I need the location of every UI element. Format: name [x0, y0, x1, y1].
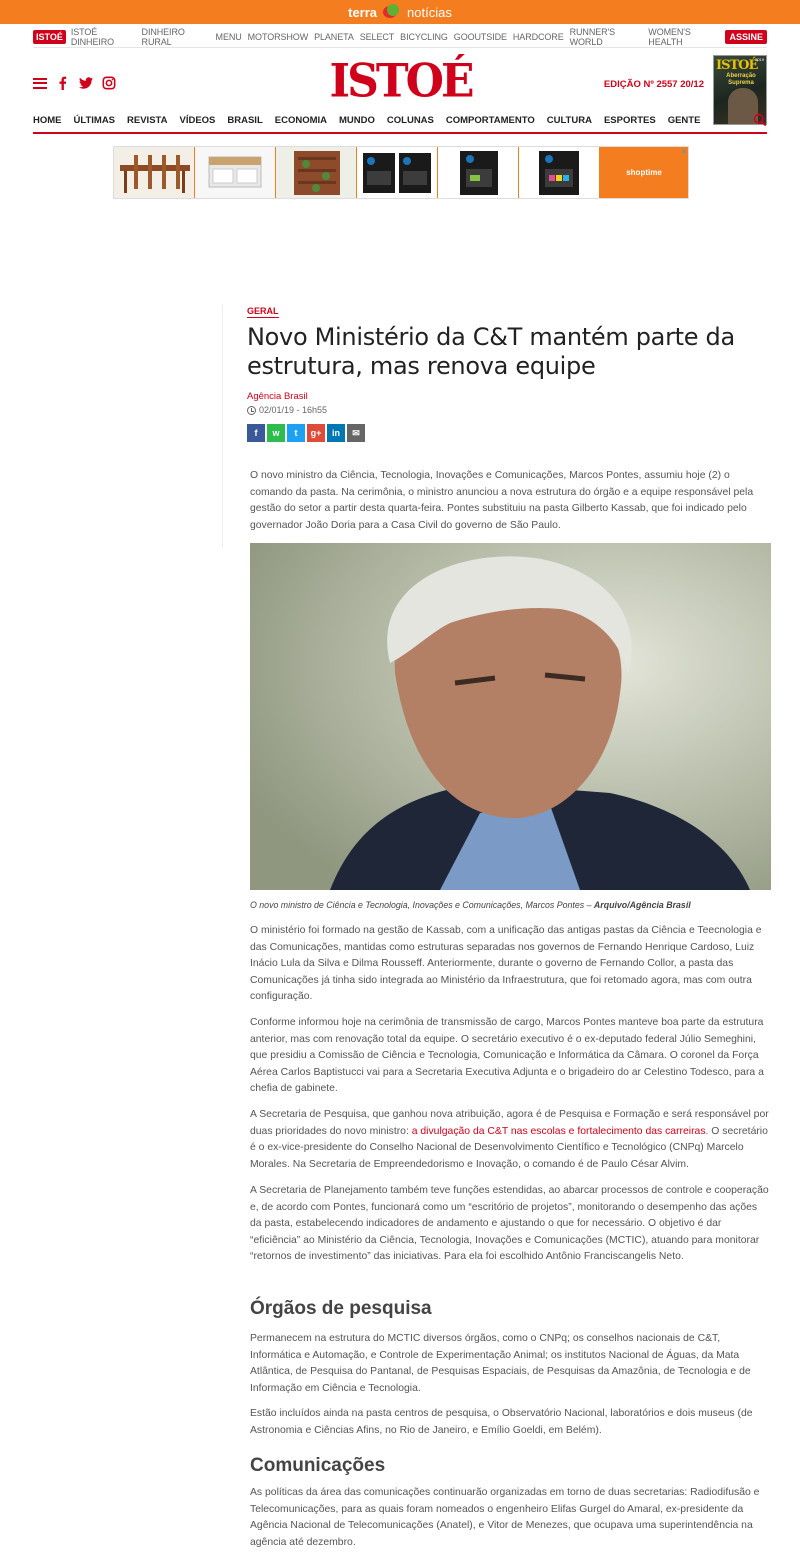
article-paragraph: As políticas da área das comunicações continuarão organizadas em torno de duas secretarias: Radiodifusão e Telecomunicações, para as quais foram nomeados o engenheiro Elifas Gurgel do Amaral, ex-presidente da Agência Nacional de Telecomunicações (Anatel), e Vitor de Menezes, que ocupava uma superintendência na agência até dezembro.: [250, 1487, 760, 1548]
article-paragraph: Permanecem na estrutura do MCTIC diversos órgãos, como o CNPq; os conselhos nacionais de C&T, Informática e Automação, e Controle de Experimentação Animal; os institutos Nacional de Águas, da Mata Atlântica, de Pesquisa do Pantanal, de Pesquisas Espaciais, de Pesquisas da Amazônia, de Tecnologia e de Informação em Ciência e Tecnologia.: [250, 1333, 751, 1394]
istoe-network-badge[interactable]: ISTOÉ: [33, 30, 66, 44]
ad-banner[interactable]: [113, 146, 689, 199]
share-bar: [247, 424, 365, 442]
caption-text: O novo ministro de Ciência e Tecnologia, Inovações e Comunicações, Marcos Pontes –: [250, 900, 594, 910]
nav-item-videos[interactable]: VÍDEOS: [179, 114, 216, 126]
shoptime-logo: shoptime: [626, 168, 662, 177]
ad-product-cartridge-color[interactable]: [519, 147, 600, 198]
share-email-button[interactable]: ✉: [347, 424, 365, 442]
ad-product-cabinet[interactable]: [195, 147, 276, 198]
article-paragraph: A Secretaria de Planejamento também teve funções estendidas, ao abarcar processos de controle e cooperação e, de acordo com Pontes, funcionará como um “escritório de projetos”, monitorando o desempenho das ações da pasta, estabelecendo indicadores de andamento e ajustando o que for necessário. O objetivo é dar “eficiência” ao Ministério da Ciência, Tecnologia, Inovações e Comunicações (MCTIC), atuando para monitorar “retornos de investimento” das iniciativas. Para ela foi escolhido Antônio Franciscangelis Neto.: [250, 1185, 769, 1263]
cover-subtitle: Aberração Suprema: [726, 73, 756, 86]
caption-credit: Arquivo/Agência Brasil: [593, 900, 691, 910]
terra-logo-icon: [383, 4, 401, 20]
photo-caption: [250, 900, 691, 910]
article-author[interactable]: Agência Brasil: [247, 391, 308, 402]
terra-brand[interactable]: terra: [348, 4, 378, 20]
terra-section[interactable]: notícias: [407, 4, 452, 20]
nav-item-comportamento[interactable]: COMPORTAMENTO: [445, 114, 535, 126]
ad-shoptime-button[interactable]: [600, 147, 688, 198]
network-link[interactable]: DINHEIRO RURAL: [141, 27, 185, 47]
network-link[interactable]: RUNNER'S WORLD: [569, 27, 616, 47]
paragraph-text: . O secretário é o ex-vice-presidente do Conselho Nacional de Desenvolvimento Científico e Tecnológico (CNPq) Marcelo Morales. Na Secretaria de Empreendedorismo e Inovação, o comando é de Paulo César Alvim.: [250, 1125, 768, 1170]
article-paragraph: O ministério foi formado na gestão de Kassab, com a unificação das antigas pastas da Ciência e Teecnologia e das Comunicações, mantidas como estruturas separadas nos governos de Fernando Henrique Cardoso, Luiz Inácio Lula da Silva e Dilma Rousseff. Anteriormente, durante o governo de Fernando Collor, a pasta das Comunicações já tinha sido integrada ao Ministério da Infraestrutura, que foi retomado agora, mas com outra configuração.: [250, 925, 762, 1003]
instagram-icon[interactable]: [102, 76, 116, 90]
share-whatsapp-button[interactable]: w: [267, 424, 285, 442]
section-heading: Órgãos de pesquisa: [250, 1298, 432, 1319]
ad-product-shelf[interactable]: [276, 147, 357, 198]
main-nav: [33, 112, 767, 128]
terra-top-bar[interactable]: [0, 0, 800, 24]
related-link[interactable]: a divulgação da C&T nas escolas e fortalecimento das carreiras: [411, 1125, 706, 1137]
share-twitter-button[interactable]: t: [287, 424, 305, 442]
network-link[interactable]: ISTOÉ DINHEIRO: [70, 27, 115, 47]
network-link[interactable]: PLANETA: [314, 32, 354, 42]
nav-underline: [33, 132, 767, 134]
clock-icon: [247, 406, 256, 415]
nav-item-home[interactable]: HOME: [33, 114, 62, 126]
ad-product-cartridge[interactable]: [357, 147, 438, 198]
network-link[interactable]: GOOUTSIDE: [453, 32, 507, 42]
twitter-icon[interactable]: [79, 76, 93, 90]
paragraph-text: A Secretaria de Pesquisa, que ganhou nova atribuição, agora é de Pesquisa e Formação e será responsável por duas prioridades do novo ministro:: [250, 1109, 769, 1137]
nav-item-mundo[interactable]: MUNDO: [339, 114, 375, 126]
cover-year: 2019: [755, 57, 764, 62]
article-lead: O novo ministro da Ciência, Tecnologia, Inovações e Comunicações, Marcos Pontes, assumiu hoje (2) o comando da pasta. Na cerimônia, o ministro anunciou a nova estrutura do órgão e a equipe responsável pela gestão do setor a partir desta quarta-feira. Pontes substituiu na pasta Gilberto Kassab, que foi indicado pelo governador João Doria para a Casa Civil do governo de São Paulo.: [250, 470, 754, 531]
nav-item-economia[interactable]: ECONOMIA: [274, 114, 328, 126]
network-nav: [33, 28, 767, 46]
network-link[interactable]: WOMEN'S HEALTH: [648, 27, 691, 47]
network-divider: [33, 47, 767, 48]
network-link[interactable]: MENU: [215, 32, 242, 42]
article-date: [247, 405, 327, 415]
menu-icon[interactable]: [33, 78, 47, 89]
social-links: [33, 76, 116, 90]
category-tag[interactable]: GERAL: [247, 306, 279, 316]
article-paragraph: [250, 1107, 770, 1173]
site-logo[interactable]: ISTOÉ: [329, 54, 472, 109]
article-photo: [250, 543, 771, 890]
share-linkedin-button[interactable]: in: [327, 424, 345, 442]
article-title: Novo Ministério da C&T mantém parte da estrutura, mas renova equipe: [247, 323, 735, 380]
date-text: 02/01/19 - 16h55: [259, 405, 328, 415]
ad-close-icon[interactable]: ✕: [681, 149, 687, 156]
facebook-icon[interactable]: [56, 76, 70, 90]
share-googleplus-button[interactable]: g+: [307, 424, 325, 442]
cover-title: ISTOÉ: [716, 58, 758, 73]
network-link[interactable]: SELECT: [359, 32, 395, 42]
edition-label[interactable]: EDIÇÃO Nº 2557 20/12: [603, 79, 704, 90]
network-link[interactable]: BICYCLING: [400, 32, 448, 42]
share-facebook-button[interactable]: f: [247, 424, 265, 442]
nav-item-esportes[interactable]: ESPORTES: [603, 114, 656, 126]
nav-item-colunas[interactable]: COLUNAS: [386, 114, 434, 126]
ad-product-table[interactable]: [114, 147, 195, 198]
nav-item-ultimas[interactable]: ÚLTIMAS: [73, 114, 116, 126]
subscribe-button[interactable]: ASSINE: [725, 30, 767, 44]
nav-item-gente[interactable]: GENTE: [667, 114, 701, 126]
article-paragraph: Estão incluídos ainda na pasta centros de pesquisa, o Observatório Nacional, laboratórios e dois museus (de Astronomia e Ciências Afins, no Rio de Janeiro, e Emílio Goeldi, em Belém).: [250, 1408, 753, 1436]
search-icon[interactable]: [753, 113, 767, 127]
column-rule: [222, 305, 223, 548]
nav-item-brasil[interactable]: BRASIL: [227, 114, 263, 126]
network-link[interactable]: MOTORSHOW: [247, 32, 309, 42]
network-link[interactable]: HARDCORE: [512, 32, 564, 42]
section-heading: Comunicações: [250, 1455, 386, 1476]
nav-item-revista[interactable]: REVISTA: [127, 114, 168, 126]
ad-product-cartridge-black[interactable]: [438, 147, 519, 198]
nav-item-cultura[interactable]: CULTURA: [546, 114, 592, 126]
article-paragraph: Conforme informou hoje na cerimônia de transmissão de cargo, Marcos Pontes manteve boa parte da estrutura anterior, mas com renovação total da equipe. O secretário executivo é o ex-deputado federal Júlio Semeghini, que presidiu a Comissão de Ciência e Tecnologia, Comunicação e Informática da Câmara. O coronel da Força Aérea Carlos Baptistucci vai para a Secretaria Executiva Adjunta e o brigadeiro do ar Celestino Todesco, para a chefia de gabinete.: [250, 1017, 764, 1095]
